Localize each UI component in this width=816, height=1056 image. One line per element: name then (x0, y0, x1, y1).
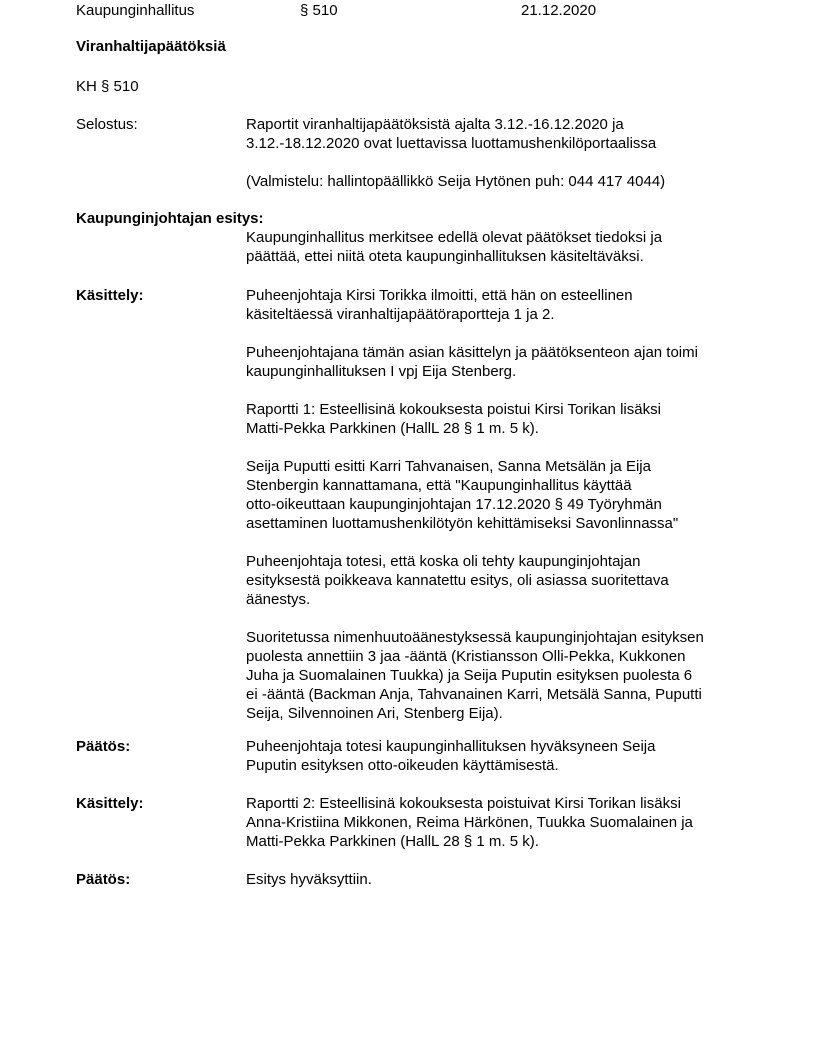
paragraph (246, 343, 766, 381)
document-title: Viranhaltijapäätöksiä (76, 38, 226, 55)
text-line: Puheenjohtaja totesi kaupunginhallituksen hyväksyneen Seija (246, 738, 656, 755)
paragraph (246, 794, 766, 851)
paragraph (246, 628, 766, 723)
text-line: käsiteltäessä viranhaltijapäätöraportteja 1 ja 2. (246, 306, 555, 323)
page-header (76, 1, 776, 20)
text-line: Anna-Kristiina Mikkonen, Reima Härkönen, Tuukka Suomalainen ja (246, 814, 693, 831)
section-text-kasittely-1 (246, 286, 766, 723)
text-line: Kaupunginhallitus merkitsee edellä olevat päätökset tiedoksi ja (246, 229, 663, 246)
text-line: Raportti 1: Esteellisinä kokouksesta poistui Kirsi Torikan lisäksi (246, 401, 661, 418)
text-line: Esitys hyväksyttiin. (246, 871, 372, 888)
text-line: Matti-Pekka Parkkinen (HallL 28 § 1 m. 5 k). (246, 420, 539, 437)
section-text-kaupunginjohtajan-esitys (246, 228, 766, 266)
text-line: Puputin esityksen otto-oikeuden käyttämisestä. (246, 757, 559, 774)
text-line: (Valmistelu: hallintopäällikkö Seija Hytönen puh: 044 417 4044) (246, 173, 666, 190)
text-line: äänestys. (246, 591, 311, 608)
text-line: Raportti 2: Esteellisinä kokouksesta poistuivat Kirsi Torikan lisäksi (246, 795, 681, 812)
section-label-kasittely-1: Käsittely: (76, 287, 144, 304)
text-line: Raportit viranhaltijapäätöksistä ajalta 3.12.-16.12.2020 ja (246, 116, 624, 133)
text-line: Suoritetussa nimenhuutoäänestyksessä kaupunginjohtajan esityksen (246, 629, 704, 646)
text-line: Puheenjohtaja Kirsi Torikka ilmoitti, että hän on esteellinen (246, 287, 633, 304)
text-line: Seija Puputti esitti Karri Tahvanaisen, Sanna Metsälän ja Eija (246, 458, 651, 475)
section-label-kasittely-2: Käsittely: (76, 795, 144, 812)
header-section-number: § 510 (300, 2, 338, 19)
section-label-paatos-1: Päätös: (76, 738, 131, 755)
text-line: Puheenjohtajana tämän asian käsittelyn ja päätöksenteon ajan toimi (246, 344, 698, 361)
text-line: kaupunginhallituksen I vpj Eija Stenberg. (246, 363, 517, 380)
paragraph (246, 552, 766, 609)
text-line: otto-oikeuttaan kaupunginjohtajan 17.12.2020 § 49 Työryhmän (246, 496, 662, 513)
paragraph (246, 457, 766, 533)
header-organization: Kaupunginhallitus (76, 2, 195, 19)
paragraph (246, 172, 766, 191)
text-line: Juha ja Suomalainen Tuukka) ja Seija Puputin esityksen puolesta 6 (246, 667, 693, 684)
paragraph (246, 737, 766, 775)
section-text-kasittely-2 (246, 794, 766, 851)
text-line: Seija, Silvennoinen Ari, Stenberg Eija). (246, 705, 503, 722)
section-label-paatos-2: Päätös: (76, 871, 131, 888)
section-label-selostus: Selostus: (76, 116, 138, 133)
section-text-paatos-2 (246, 870, 766, 889)
paragraph (246, 286, 766, 324)
text-line: puolesta annettiin 3 jaa -ääntä (Kristiansson Olli-Pekka, Kukkonen (246, 648, 686, 665)
paragraph (246, 400, 766, 438)
section-label-kaupunginjohtajan-esitys: Kaupunginjohtajan esitys: (76, 210, 264, 227)
paragraph (246, 115, 766, 153)
section-text-paatos-1 (246, 737, 766, 775)
paragraph (246, 870, 766, 889)
text-line: päättää, ettei niitä oteta kaupunginhallituksen käsiteltäväksi. (246, 248, 644, 265)
text-line: 3.12.-18.12.2020 ovat luettavissa luottamushenkilöportaalissa (246, 135, 657, 152)
text-line: Puheenjohtaja totesi, että koska oli tehty kaupunginjohtajan (246, 553, 641, 570)
paragraph (246, 228, 766, 266)
section-text-selostus (246, 115, 766, 191)
text-line: Matti-Pekka Parkkinen (HallL 28 § 1 m. 5 k). (246, 833, 539, 850)
header-date: 21.12.2020 (521, 2, 597, 19)
text-line: esityksestä poikkeava kannatettu esitys, oli asiassa suoritettava (246, 572, 669, 589)
text-line: asettaminen luottamushenkilötyön kehittämiseksi Savonlinnassa" (246, 515, 679, 532)
text-line: ei -ääntä (Backman Anja, Tahvanainen Karri, Metsälä Sanna, Puputti (246, 686, 702, 703)
text-line: Stenbergin kannattamana, että "Kaupunginhallitus käyttää (246, 477, 632, 494)
document-reference: KH § 510 (76, 78, 139, 95)
